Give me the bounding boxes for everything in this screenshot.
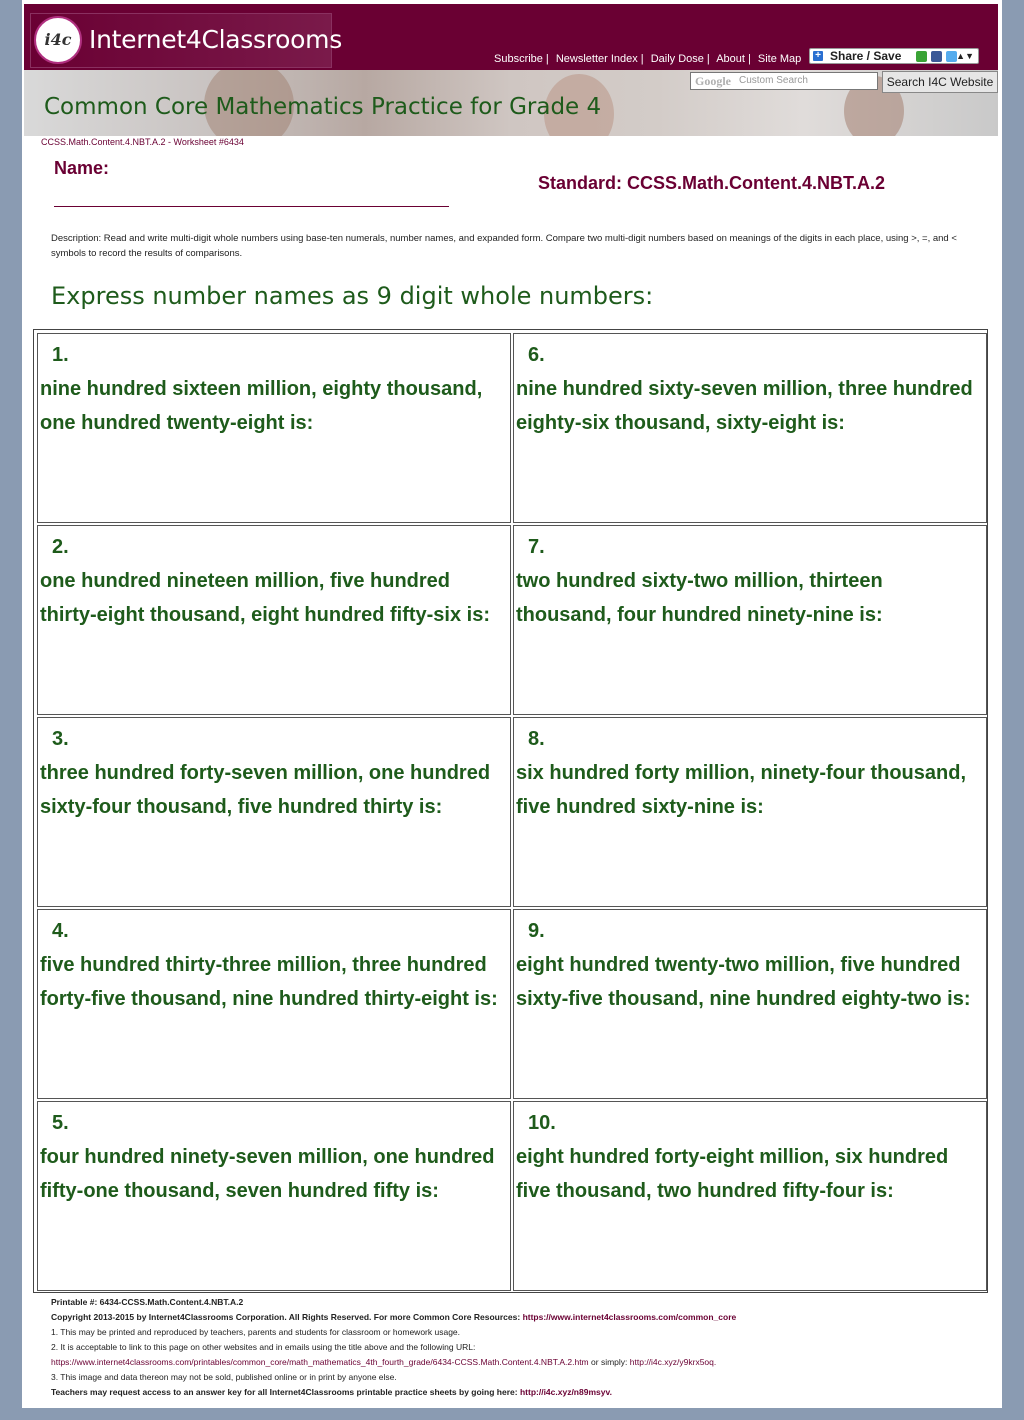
search-input[interactable]: Google Custom Search [690, 72, 878, 90]
header-banner [24, 70, 998, 136]
plus-icon: + [813, 51, 823, 61]
search-button[interactable]: Search I4C Website [882, 71, 998, 93]
share-email-icon [916, 51, 927, 62]
problem-text: four hundred ninety-seven million, one hundred fifty-one thousand, seven hundred fifty is: [40, 1146, 495, 1202]
problem-number: 7. [528, 536, 545, 558]
problem-text: nine hundred sixteen million, eighty thousand, one hundred twenty-eight is: [40, 378, 483, 434]
printable-number: Printable #: 6434-CCSS.Math.Content.4.NBT.A.2 [51, 1297, 244, 1307]
problem-text: eight hundred forty-eight million, six hundred five thousand, two hundred fifty-four is: [516, 1146, 949, 1202]
problem-text: two hundred sixty-two million, thirteen thousand, four hundred ninety-nine is: [516, 570, 883, 626]
problem-text: nine hundred sixty-seven million, three hundred eighty-six thousand, sixty-eight is: [516, 378, 973, 434]
name-line [54, 206, 449, 207]
problem-cell [513, 717, 987, 907]
copyright: Copyright 2013-2015 by Internet4Classrooms Corporation. All Rights Reserved. For more Common Core Resources: https://www.internet4classrooms.com/common_core [51, 1312, 737, 1322]
name-label: Name: [54, 158, 110, 178]
problem-cell [37, 525, 511, 715]
search-brand: Google [695, 74, 731, 88]
problem-number: 5. [52, 1112, 69, 1134]
problem-number: 2. [52, 536, 69, 558]
footer-note: https://www.internet4classrooms.com/printables/common_core/math_mathematics_4th_fourth_grade/6434-CCSS.Math.Content.4.NBT.A.2.htm or simply: http://i4c.xyz/y9krx5oq. [51, 1357, 717, 1367]
problem-number: 10. [528, 1112, 556, 1134]
problem-number: 4. [52, 920, 69, 942]
problem-cell [513, 909, 987, 1099]
standard-label: Standard: CCSS.Math.Content.4.NBT.A.2 [538, 173, 886, 193]
breadcrumb[interactable]: CCSS.Math.Content.4.NBT.A.2 - Worksheet #6434 [41, 137, 244, 147]
footer [51, 1295, 991, 1400]
logo-icon: i4c [34, 16, 82, 64]
answer-key-note: Teachers may request access to an answer key for all Internet4Classrooms printable practice sheets by going here: http://i4c.xyz/n89msyv. [51, 1387, 612, 1397]
problem-cell [513, 1101, 987, 1291]
site-header [24, 4, 998, 70]
site-logo[interactable] [30, 13, 342, 68]
share-save-button[interactable]: + Share / Save ▲▼ [809, 48, 979, 64]
nav-link-daily-dose[interactable]: Daily Dose [650, 53, 704, 65]
problem-cell [37, 333, 511, 523]
nav-link-about[interactable]: About [716, 53, 745, 65]
worksheet-url-link[interactable]: https://www.internet4classrooms.com/printables/common_core/math_mathematics_4th_fourth_grade/6434-CCSS.Math.Content.4.NBT.A.2.htm [51, 1357, 589, 1367]
logo-text: Internet4Classrooms [89, 25, 342, 54]
problem-text: five hundred thirty-three million, three hundred forty-five thousand, nine hundred thirty-eight is: [40, 954, 498, 1010]
instruction: Express number names as 9 digit whole numbers: [51, 282, 654, 310]
facebook-icon [931, 51, 942, 62]
footer-note: 2. It is acceptable to link to this page on other websites and in emails using the title above and the following URL: [51, 1342, 476, 1352]
problem-number: 6. [528, 344, 545, 366]
answer-key-link[interactable]: http://i4c.xyz/n89msyv. [519, 1387, 612, 1397]
page-title: Common Core Mathematics Practice for Grade 4 [44, 94, 602, 120]
problem-number: 1. [52, 344, 69, 366]
short-url-link[interactable]: http://i4c.xyz/y9krx5oq. [629, 1357, 717, 1367]
problem-cell [37, 1101, 511, 1291]
problem-text: one hundred nineteen million, five hundred thirty-eight thousand, eight hundred fifty-six is: [40, 570, 490, 626]
nav-link-newsletter-index[interactable]: Newsletter Index [555, 53, 638, 65]
nav-link-subscribe[interactable]: Subscribe [494, 53, 543, 65]
problem-cell [37, 717, 511, 907]
worksheet-page [22, 0, 1002, 1408]
problem-number: 9. [528, 920, 545, 942]
common-core-link[interactable]: https://www.internet4classrooms.com/common_core [522, 1312, 737, 1322]
chevron-updown-icon: ▲▼ [956, 51, 974, 61]
problem-cell [37, 909, 511, 1099]
problem-number: 3. [52, 728, 69, 750]
problem-cell [513, 333, 987, 523]
problem-cell [513, 525, 987, 715]
top-nav: Subscribe | Newsletter Index | Daily Dose | About | Site Map [494, 53, 802, 65]
footer-note: 1. This may be printed and reproduced by teachers, parents and students for classroom or homework usage. [51, 1327, 461, 1337]
problem-text: eight hundred twenty-two million, five hundred sixty-five thousand, nine hundred eighty-two is: [516, 954, 971, 1010]
problem-text: six hundred forty million, ninety-four thousand, five hundred sixty-nine is: [516, 762, 966, 818]
problem-number: 8. [528, 728, 545, 750]
footer-note: 3. This image and data thereon may not be sold, published online or in print by anyone else. [51, 1372, 397, 1382]
problem-grid [33, 329, 988, 1293]
problem-text: three hundred forty-seven million, one hundred sixty-four thousand, five hundred thirty is: [40, 762, 491, 818]
nav-link-site-map[interactable]: Site Map [757, 53, 802, 65]
description: Description: Read and write multi-digit whole numbers using base-ten numerals, number names, and expanded form. Compare two multi-digit numbers based on meanings of the digits in each place, using >, =, and < symbols to record the results of comparisons. [51, 233, 957, 259]
